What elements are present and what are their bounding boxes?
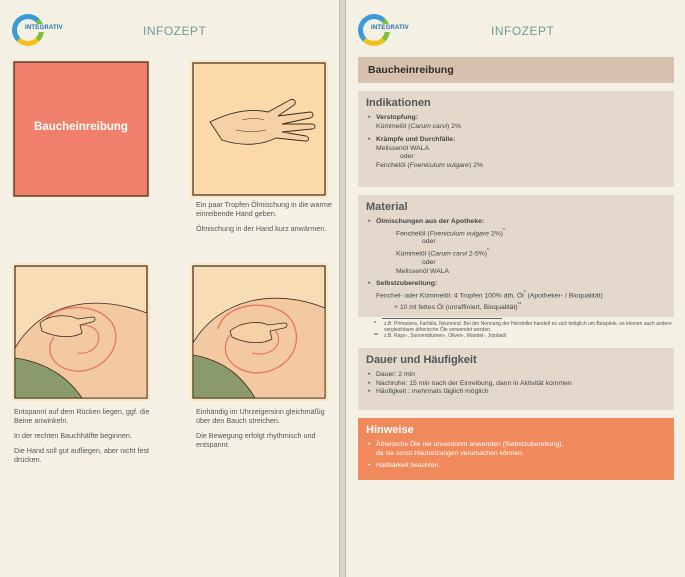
logo-text: INTEGRATIV (25, 25, 63, 31)
text: Kümmelöl ( (396, 250, 431, 258)
dauer-item: • Dauer: 2 min (366, 371, 666, 380)
caption-step2-line1: Ein paar Tropfen Ölmischung in die warme einreibende Hand geben. (196, 200, 332, 218)
section-indikationen (358, 91, 674, 187)
latin-name: Foeniculum vulgare (409, 161, 469, 169)
document-title: Baucheinreibung (358, 57, 674, 83)
oder-text: oder (400, 153, 414, 161)
indikation-kraempfe (366, 136, 666, 170)
text: Kümmelöl ( (376, 122, 411, 130)
cover-panel (12, 60, 150, 198)
left-page (0, 0, 340, 577)
double-star-mark: ** (517, 301, 522, 308)
footnote-rule (382, 318, 502, 319)
caption-step3 (14, 407, 154, 470)
cover-label: Baucheinreibung (34, 121, 128, 133)
indikation-verstopfung (366, 114, 666, 131)
footnote-mark: ** (374, 333, 378, 339)
melisse-line: Melissenöl WALA (396, 267, 450, 275)
footnotes (374, 321, 674, 339)
latin-name: Carum carvi (430, 250, 468, 258)
text: (Apotheker- / Bioqualität) (525, 291, 603, 299)
text: ) 2% (468, 161, 483, 169)
caption-step3-line1: Entspannt auf dem Rücken liegen, ggf. die Beine anwinkeln. (14, 407, 150, 425)
star-mark: * (523, 289, 526, 296)
header-title: INFOZEPT (143, 24, 207, 38)
footnote-2 (374, 333, 674, 339)
hinweise-heading: Hinweise (366, 424, 414, 436)
oil-hand-illustration (190, 60, 328, 198)
oder-1: oder (422, 238, 436, 246)
dauer-heading: Dauer und Häufigkeit (366, 354, 477, 366)
section-material (358, 195, 674, 317)
hinweis-item (366, 441, 666, 458)
footnote-text: z.B. Raps-, Sonnenblumen-, Oliven-, Mandel-, Jojobaöl (384, 333, 507, 339)
latin-name: Carum carvi (410, 122, 448, 130)
caption-step3-line2: In der rechten Bauchhälfte beginnen. (14, 431, 132, 440)
integrativ-logo (12, 14, 72, 48)
integrativ-logo (358, 14, 418, 48)
text: ) 2% (447, 122, 461, 130)
material-selbstzubereitung (366, 280, 666, 312)
footnote-mark: * (374, 321, 376, 327)
caption-step4-line1: Einhändig im Uhrzeigersinn gleichmäßig über den Bauch streichen. (196, 407, 325, 425)
text: Fenchelöl ( (376, 161, 410, 169)
right-page (345, 0, 685, 577)
hinweis-item: • Haltbarkeit beachten. (366, 462, 666, 471)
oder-2: oder (422, 258, 436, 266)
text: Melissenöl WALA (376, 144, 430, 152)
material-apotheke (366, 218, 666, 227)
caption-step3-line3: Die Hand soll gut aufliegen, aber nicht fest drücken. (14, 446, 150, 464)
caption-step4 (196, 407, 336, 455)
fenchel-line (366, 227, 666, 239)
indikationen-heading: Indikationen (366, 97, 431, 109)
star-mark: * (487, 248, 489, 255)
belly-start-illustration (12, 263, 150, 401)
label: Ölmischungen aus der Apotheke: (376, 218, 485, 225)
caption-step2-line2: Ölmischung in der Hand kurz anwärmen. (196, 224, 327, 233)
text: 2%) (488, 229, 503, 237)
latin-name: Foeniculum vulgare (429, 229, 489, 237)
dauer-item: • Häufigkeit : mehrmals täglich möglich (366, 388, 666, 397)
star-mark: * (502, 227, 505, 234)
footnote-text: z.B. Primavera, Farfalla, Neumond. Bei der Nennung der Hersteller handelt es sich lediglich um Beispiele, es können auch andere vergleichbare ätherische Öle verwendet werden. (384, 321, 672, 333)
material-heading: Material (366, 201, 408, 213)
caption-step2 (196, 200, 336, 239)
dauer-item: • Nachruhe: 15 min nach der Einreibung, dann in Aktivität kommen (366, 380, 666, 389)
text: Fenchelöl ( (396, 229, 430, 237)
belly-circle-illustration (190, 263, 328, 401)
text: Fenchel- oder Kümmelöl: 4 Tropfen 100% äth. Öl (376, 291, 524, 299)
label: Krämpfe und Durchfälle: (376, 136, 456, 144)
text: Ätherische Öle nie unverdünnt anwenden (Selbstzubereitung), (376, 441, 564, 448)
logo-text: INTEGRATIV (371, 25, 409, 31)
text: da sie sonst Hautreizungen verursachen können. (376, 449, 524, 457)
footnote-1 (374, 321, 674, 333)
label: Verstopfung: (376, 114, 418, 121)
text: 2-5%) (467, 250, 488, 258)
text: + 10 ml fettes Öl (unraffiniert, Bioqualität) (394, 303, 518, 311)
kuemmel-line (366, 247, 666, 259)
header-title: INFOZEPT (491, 24, 555, 38)
label: Selbstzubereitung: (376, 280, 438, 288)
section-hinweise (358, 418, 674, 480)
caption-step4-line2: Die Bewegung erfolgt rhythmisch und entspannt. (196, 431, 316, 449)
section-dauer (358, 348, 674, 410)
